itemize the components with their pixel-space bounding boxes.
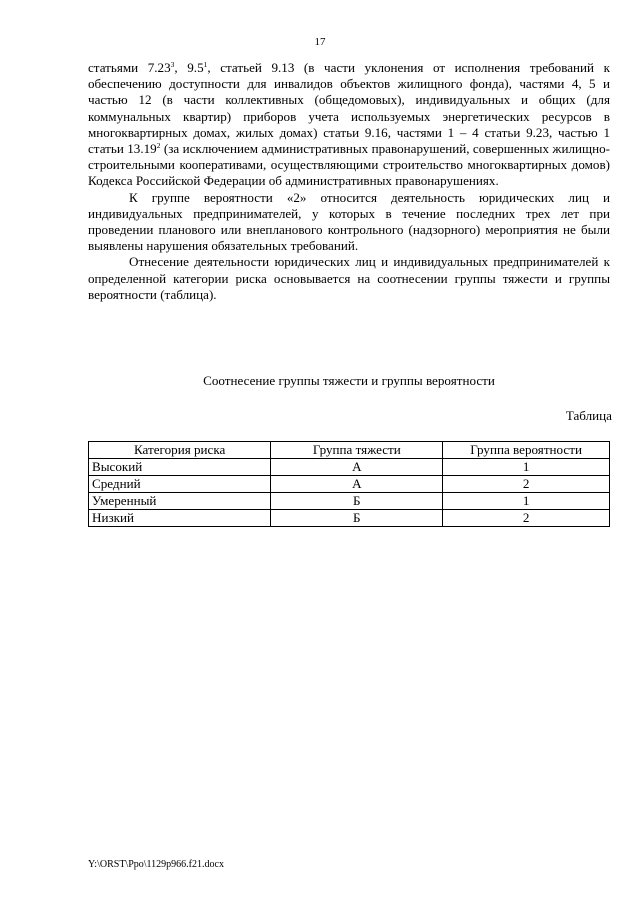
table-heading: Соотнесение группы тяжести и группы вероятности	[203, 373, 495, 388]
superscript: 1	[203, 60, 208, 69]
cell-probability: 2	[443, 510, 610, 527]
text-run: , 9.5	[174, 60, 204, 75]
risk-table	[88, 441, 610, 527]
paragraph	[88, 190, 610, 255]
cell-severity: Б	[271, 493, 443, 510]
text-run: К группе вероятности «2» относится деятельность юридических лиц и индивидуальных предпринимателей, у которых в течение последних трех лет при проведении планового или внепланового контрольного (надзорного) мероприятия не были выявлены нарушения обязательных требований.	[88, 189, 610, 254]
superscript: 2	[156, 141, 161, 151]
table-header-row	[89, 442, 610, 459]
header-probability: Группа вероятности	[443, 442, 610, 459]
file-path-footer: Y:\ORST\Ppo\1129p966.f21.docx	[88, 859, 224, 870]
superscript: 3	[170, 60, 175, 69]
table-row	[89, 459, 610, 476]
cell-severity: А	[271, 459, 443, 476]
body-text	[88, 60, 610, 303]
cell-probability: 1	[443, 493, 610, 510]
table-row	[89, 493, 610, 510]
cell-probability: 1	[443, 459, 610, 476]
cell-category: Высокий	[89, 459, 271, 476]
table-row	[89, 476, 610, 493]
cell-category: Умеренный	[89, 493, 271, 510]
table-row	[89, 510, 610, 527]
page-number: 17	[314, 36, 326, 48]
text-run: (за исключением административных правонарушений, совершенных жилищно-строительными кооперативами, осуществляющими строительство многоквартирных домов) Кодекса Российской Федерации об административных правонарушениях.	[88, 141, 610, 189]
cell-severity: Б	[271, 510, 443, 527]
paragraph	[88, 254, 610, 303]
cell-category: Средний	[89, 476, 271, 493]
cell-category: Низкий	[89, 510, 271, 527]
header-category: Категория риска	[89, 442, 271, 459]
text-run: Отнесение деятельности юридических лиц и индивидуальных предпринимателей к определенной категории риска основывается на соотнесении группы тяжести и группы вероятности (таблица).	[88, 254, 610, 302]
cell-severity: А	[271, 476, 443, 493]
text-run: статьями 7.23	[88, 60, 171, 75]
table-label: Таблица	[565, 408, 612, 423]
text-run: , статьей 9.13 (в части уклонения от исполнения требований к обеспечению доступности для инвалидов объектов жилищного фонда), частями 4, 5 и частью 12 (в части коллективных (общедомовых), индивидуальных и общих (для коммунальных квартир) приборов учета используемых энергетических ресурсов в многоквартирных домах, жилых домах) статьи 9.16, частями 1 – 4 статьи 9.23, частью 1 статьи 13.19	[88, 60, 610, 157]
cell-probability: 2	[443, 476, 610, 493]
header-severity: Группа тяжести	[271, 442, 443, 459]
paragraph	[88, 60, 610, 190]
